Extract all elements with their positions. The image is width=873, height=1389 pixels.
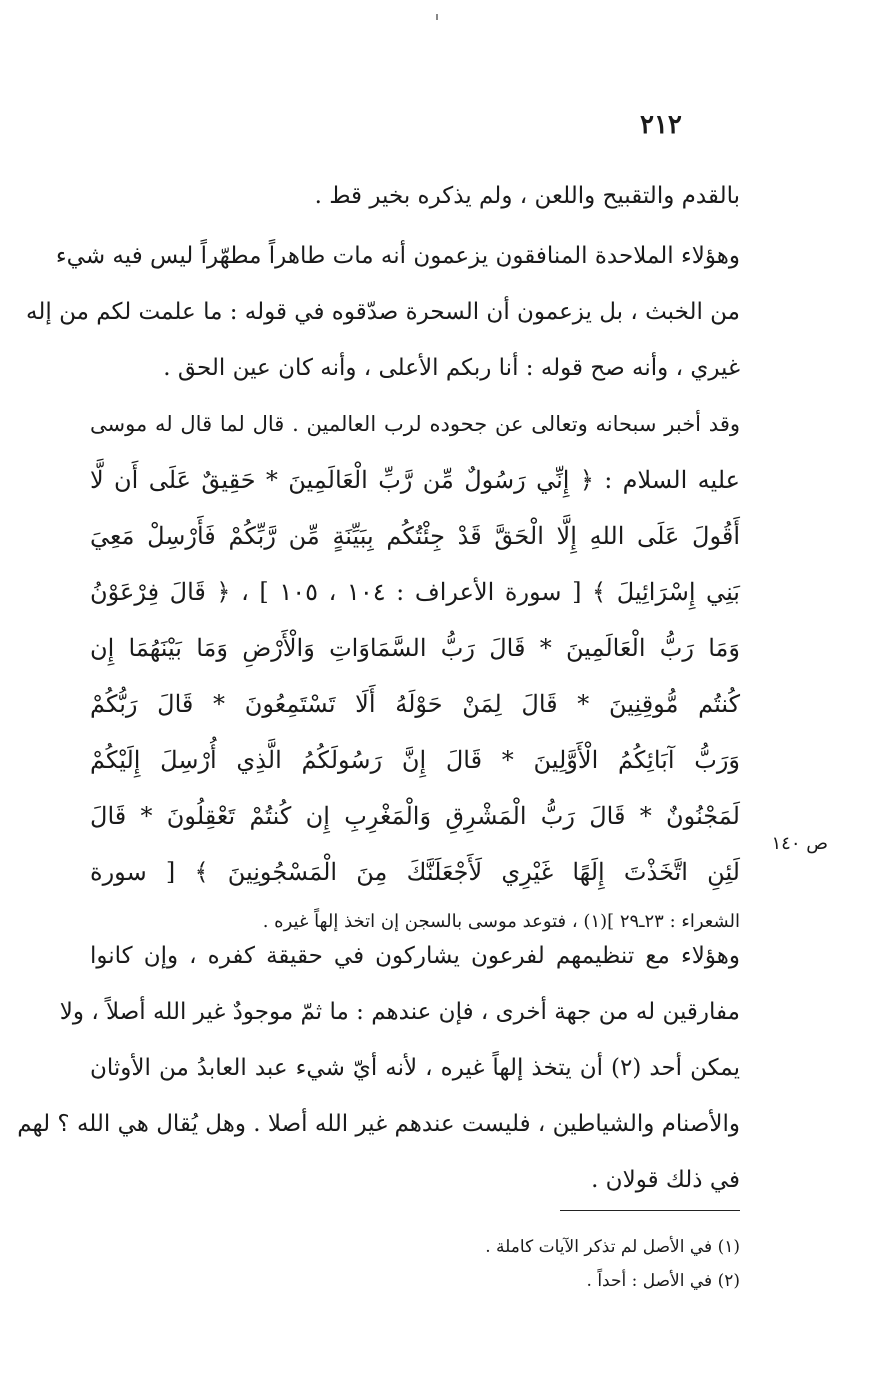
paragraph-1 (90, 168, 740, 224)
text-line: أَقُولَ عَلَى اللهِ إِلَّا الْحَقَّ قَدْ جِئْتُكُم بِبَيِّنَةٍ مِّن رَّبِّكُمْ فَأَرْسِلْ مَعِيَ (90, 522, 740, 550)
text-line: كُنتُم مُّوقِنِينَ * قَالَ لِمَنْ حَوْلَهُ أَلَا تَسْتَمِعُونَ * قَالَ رَبُّكُمْ (90, 690, 740, 718)
text-line: في ذلك قولان . (591, 1167, 740, 1193)
text-line: مفارقين له من جهة أخرى ، فإن عندهم : ما ثمّ موجودٌ غير الله أصلاً ، ولا (59, 999, 740, 1025)
text-line: وقد أخبر سبحانه وتعالى عن جحوده لرب العالمين . قال لما قال له موسى (90, 412, 740, 436)
footnotes (300, 1230, 740, 1298)
page-number: ٢١٢ (640, 110, 682, 140)
footnote-2: (٢) في الأصل : أحداً . (586, 1271, 740, 1291)
text-line: الشعراء : ٢٣ـ٢٩ ](١) ، فتوعد موسى بالسجن إن اتخذ إلهاً غيره . (262, 911, 740, 932)
text-line: بالقدم والتقبيح واللعن ، ولم يذكره بخير قط . (314, 183, 740, 209)
text-line: والأصنام والشياطين ، فليست عندهم غير الله أصلا . وهل يُقال هي الله ؟ لهم (17, 1111, 740, 1137)
footnote-divider (560, 1210, 740, 1211)
paragraph-2 (26, 228, 740, 396)
text-line: لَمَجْنُونٌ * قَالَ رَبُّ الْمَشْرِقِ وَالْمَغْرِبِ إِن كُنتُمْ تَعْقِلُونَ * قَالَ (90, 802, 740, 830)
text-line: غيري ، وأنه صح قوله : أنا ربكم الأعلى ، وأنه كان عين الحق . (163, 355, 740, 381)
text-line: وَمَا رَبُّ الْعَالَمِينَ * قَالَ رَبُّ السَّمَاوَاتِ وَالْأَرْضِ وَمَا بَيْنَهُمَا إِن (90, 634, 740, 662)
paragraph-4 (17, 928, 741, 1208)
text-line: من الخبث ، بل يزعمون أن السحرة صدّقوه في قوله : ما علمت لكم من إله (26, 299, 740, 325)
text-line: بَنِي إِسْرَائِيلَ ﴾ [ سورة الأعراف : ١٠٤ ، ١٠٥ ] ، ﴿ قَالَ فِرْعَوْنُ (90, 578, 740, 606)
text-line: عليه السلام : ﴿ إِنِّي رَسُولٌ مِّن رَّبِّ الْعَالَمِينَ * حَقِيقٌ عَلَى أَن لَّا (90, 466, 740, 494)
text-line: وهؤلاء الملاحدة المنافقون يزعمون أنه مات طاهراً مطهّراً ليس فيه شيء (55, 243, 740, 269)
text-line: وهؤلاء مع تنظيمهم لفرعون يشاركون في حقيقة كفره ، وإن كانوا (90, 943, 740, 969)
footnote-1: (١) في الأصل لم تذكر الآيات كاملة . (485, 1237, 740, 1257)
text-line: لَئِنِ اتَّخَذْتَ إِلَهًا غَيْرِي لَأَجْعَلَنَّكَ مِنَ الْمَسْجُونِينَ ﴾ [ سورة (90, 858, 740, 886)
text-line: يمكن أحد (٢) أن يتخذ إلهاً غيره ، لأنه أيّ شيء عبد العابدُ من الأوثان (90, 1055, 741, 1081)
paragraph-3 (90, 396, 740, 944)
margin-note: ص ١٤٠ (771, 833, 828, 854)
text-line: وَرَبُّ آبَائِكُمُ الْأَوَّلِينَ * قَالَ إِنَّ رَسُولَكُمُ الَّذِي أُرْسِلَ إِلَيْكُمْ (90, 746, 740, 774)
scan-mark (436, 14, 438, 20)
